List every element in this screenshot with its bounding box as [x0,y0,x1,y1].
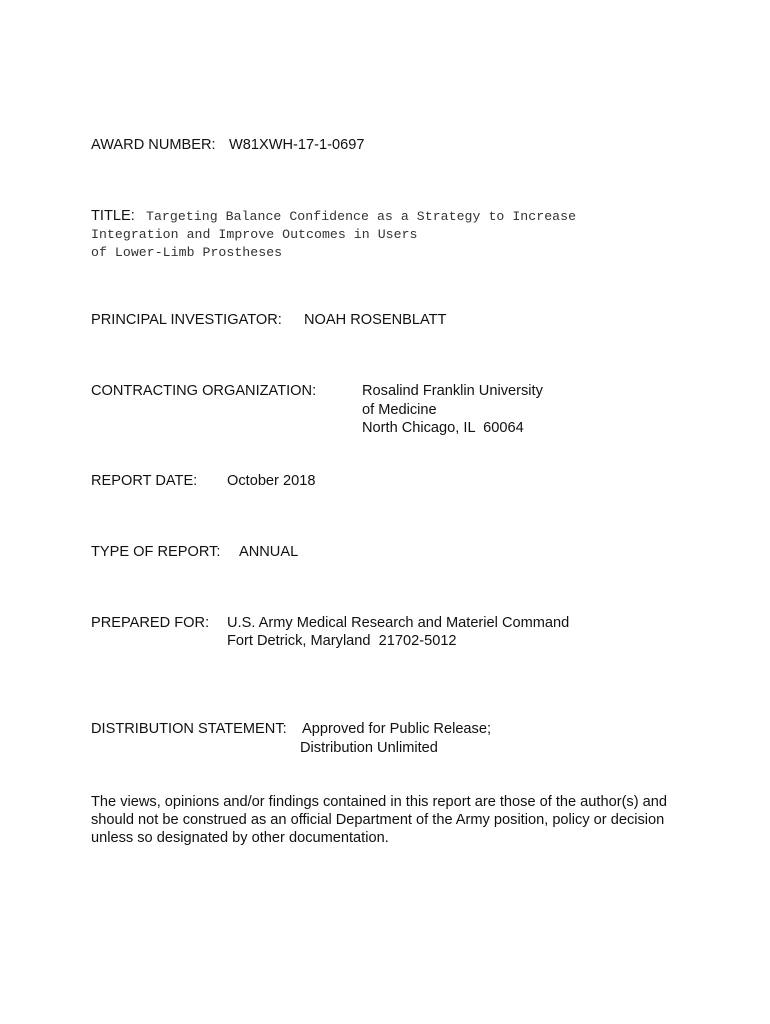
title-line-1: Targeting Balance Confidence as a Strategy to Increase [146,209,577,224]
report-type-value: ANNUAL [239,544,299,560]
prepared-for-label: PREPARED FOR: [91,615,210,631]
distribution-statement-line-2: Distribution Unlimited [300,740,438,756]
report-date-label: REPORT DATE: [91,473,198,489]
contracting-organization-line-1: Rosalind Franklin University [362,383,543,399]
title-label: TITLE: [91,208,135,224]
award-number-label: AWARD NUMBER: [91,137,216,153]
award-number-value: W81XWH-17-1-0697 [229,137,365,153]
title-line-2: Integration and Improve Outcomes in Users [91,227,418,242]
contracting-organization-line-3: North Chicago, IL 60064 [362,420,524,436]
contracting-organization-label: CONTRACTING ORGANIZATION: [91,383,317,399]
disclaimer-line-3: unless so designated by other documentation. [91,830,389,846]
report-date-value: October 2018 [227,473,316,489]
report-type-label: TYPE OF REPORT: [91,544,221,560]
prepared-for-line-1: U.S. Army Medical Research and Materiel Command [227,615,570,631]
principal-investigator-label: PRINCIPAL INVESTIGATOR: [91,312,282,328]
disclaimer-line-2: should not be construed as an official Department of the Army position, policy or decision [91,812,665,828]
title-line-3: of Lower-Limb Prostheses [91,245,283,260]
principal-investigator-value: NOAH ROSENBLATT [304,312,447,328]
distribution-statement-label: DISTRIBUTION STATEMENT: [91,721,287,737]
contracting-organization-line-2: of Medicine [362,402,437,418]
disclaimer-line-1: The views, opinions and/or findings contained in this report are those of the author(s) and [91,794,667,810]
prepared-for-line-2: Fort Detrick, Maryland 21702-5012 [227,633,457,649]
distribution-statement-line-1: Approved for Public Release; [302,721,492,737]
